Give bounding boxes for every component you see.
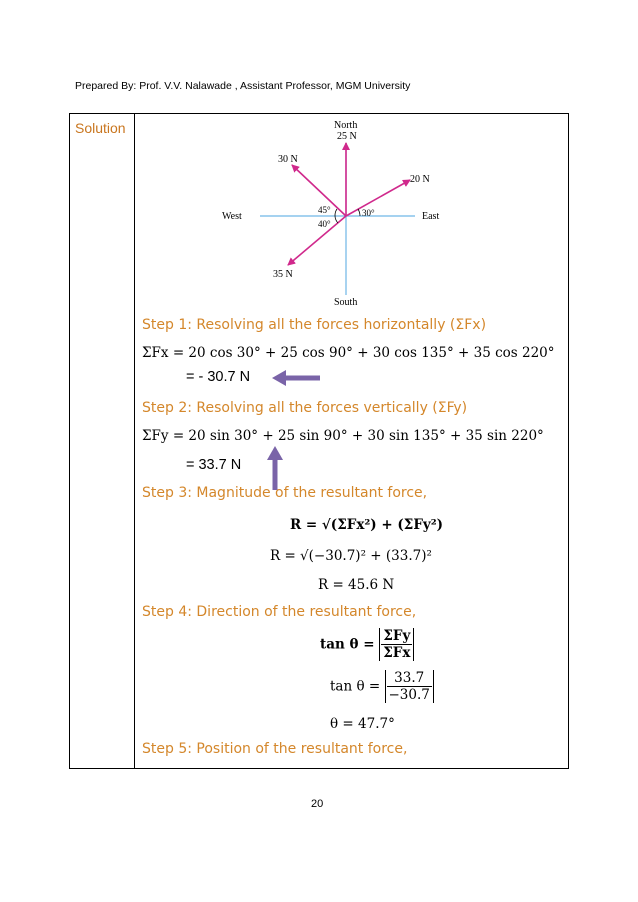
angle-arc-30 <box>358 209 360 216</box>
angle-arc-45 <box>335 209 337 216</box>
arrow-up-icon <box>265 446 285 490</box>
page-number: 20 <box>311 798 324 810</box>
label-25n: 25 N <box>337 131 357 142</box>
table-divider <box>134 113 135 769</box>
step-2-equation: ΣFy = 20 sin 30° + 25 sin 90° + 30 sin 135° + 35 sin 220° <box>142 428 544 444</box>
page-header: Prepared By: Prof. V.V. Nalawade , Assistant Professor, MGM University <box>75 80 411 92</box>
force-35n-arrow <box>288 216 346 265</box>
step-1-equation: ΣFx = 20 cos 30° + 25 cos 90° + 30 cos 135° + 35 cos 220° <box>142 345 555 361</box>
force-diagram <box>210 115 470 310</box>
step-1-result: = - 30.7 N <box>186 369 251 385</box>
label-45deg: 45° <box>318 205 331 215</box>
arrow-left-icon <box>272 370 322 386</box>
solution-label: Solution <box>75 120 126 136</box>
label-east: East <box>422 211 440 222</box>
step-3-equation-2: R = √(−30.7)² + (33.7)² <box>270 548 432 564</box>
label-35n: 35 N <box>273 269 293 280</box>
label-south: South <box>334 297 358 308</box>
step-4-equation-3: θ = 47.7° <box>330 716 395 732</box>
step-3-equation-3: R = 45.6 N <box>318 577 395 593</box>
force-20n-arrow <box>346 180 410 216</box>
step-1-heading: Step 1: Resolving all the forces horizontally (ΣFx) <box>142 317 487 333</box>
step-5-heading: Step 5: Position of the resultant force, <box>142 741 408 757</box>
angle-arc-40 <box>335 216 338 223</box>
step-3-heading: Step 3: Magnitude of the resultant force, <box>142 485 428 501</box>
label-40deg: 40° <box>318 219 331 229</box>
label-30n: 30 N <box>278 154 298 165</box>
step-3-equation-1: R = √(ΣFx²) + (ΣFy²) <box>290 517 444 533</box>
step-4-equation-2: tan θ = $\frac{33.7}{-30.7}$ <box>330 670 434 703</box>
step-4-heading: Step 4: Direction of the resultant force, <box>142 604 417 620</box>
label-north: North <box>334 120 358 131</box>
label-20n: 20 N <box>410 174 430 185</box>
step-4-equation-1: tan θ = $\frac{\text{ΣFy}}{\text{ΣFx}}$ <box>320 628 414 661</box>
step-2-heading: Step 2: Resolving all the forces vertically (ΣFy) <box>142 400 468 416</box>
label-west: West <box>222 211 242 222</box>
step-2-result: = 33.7 N <box>186 457 242 473</box>
label-30deg: 30° <box>362 208 375 218</box>
